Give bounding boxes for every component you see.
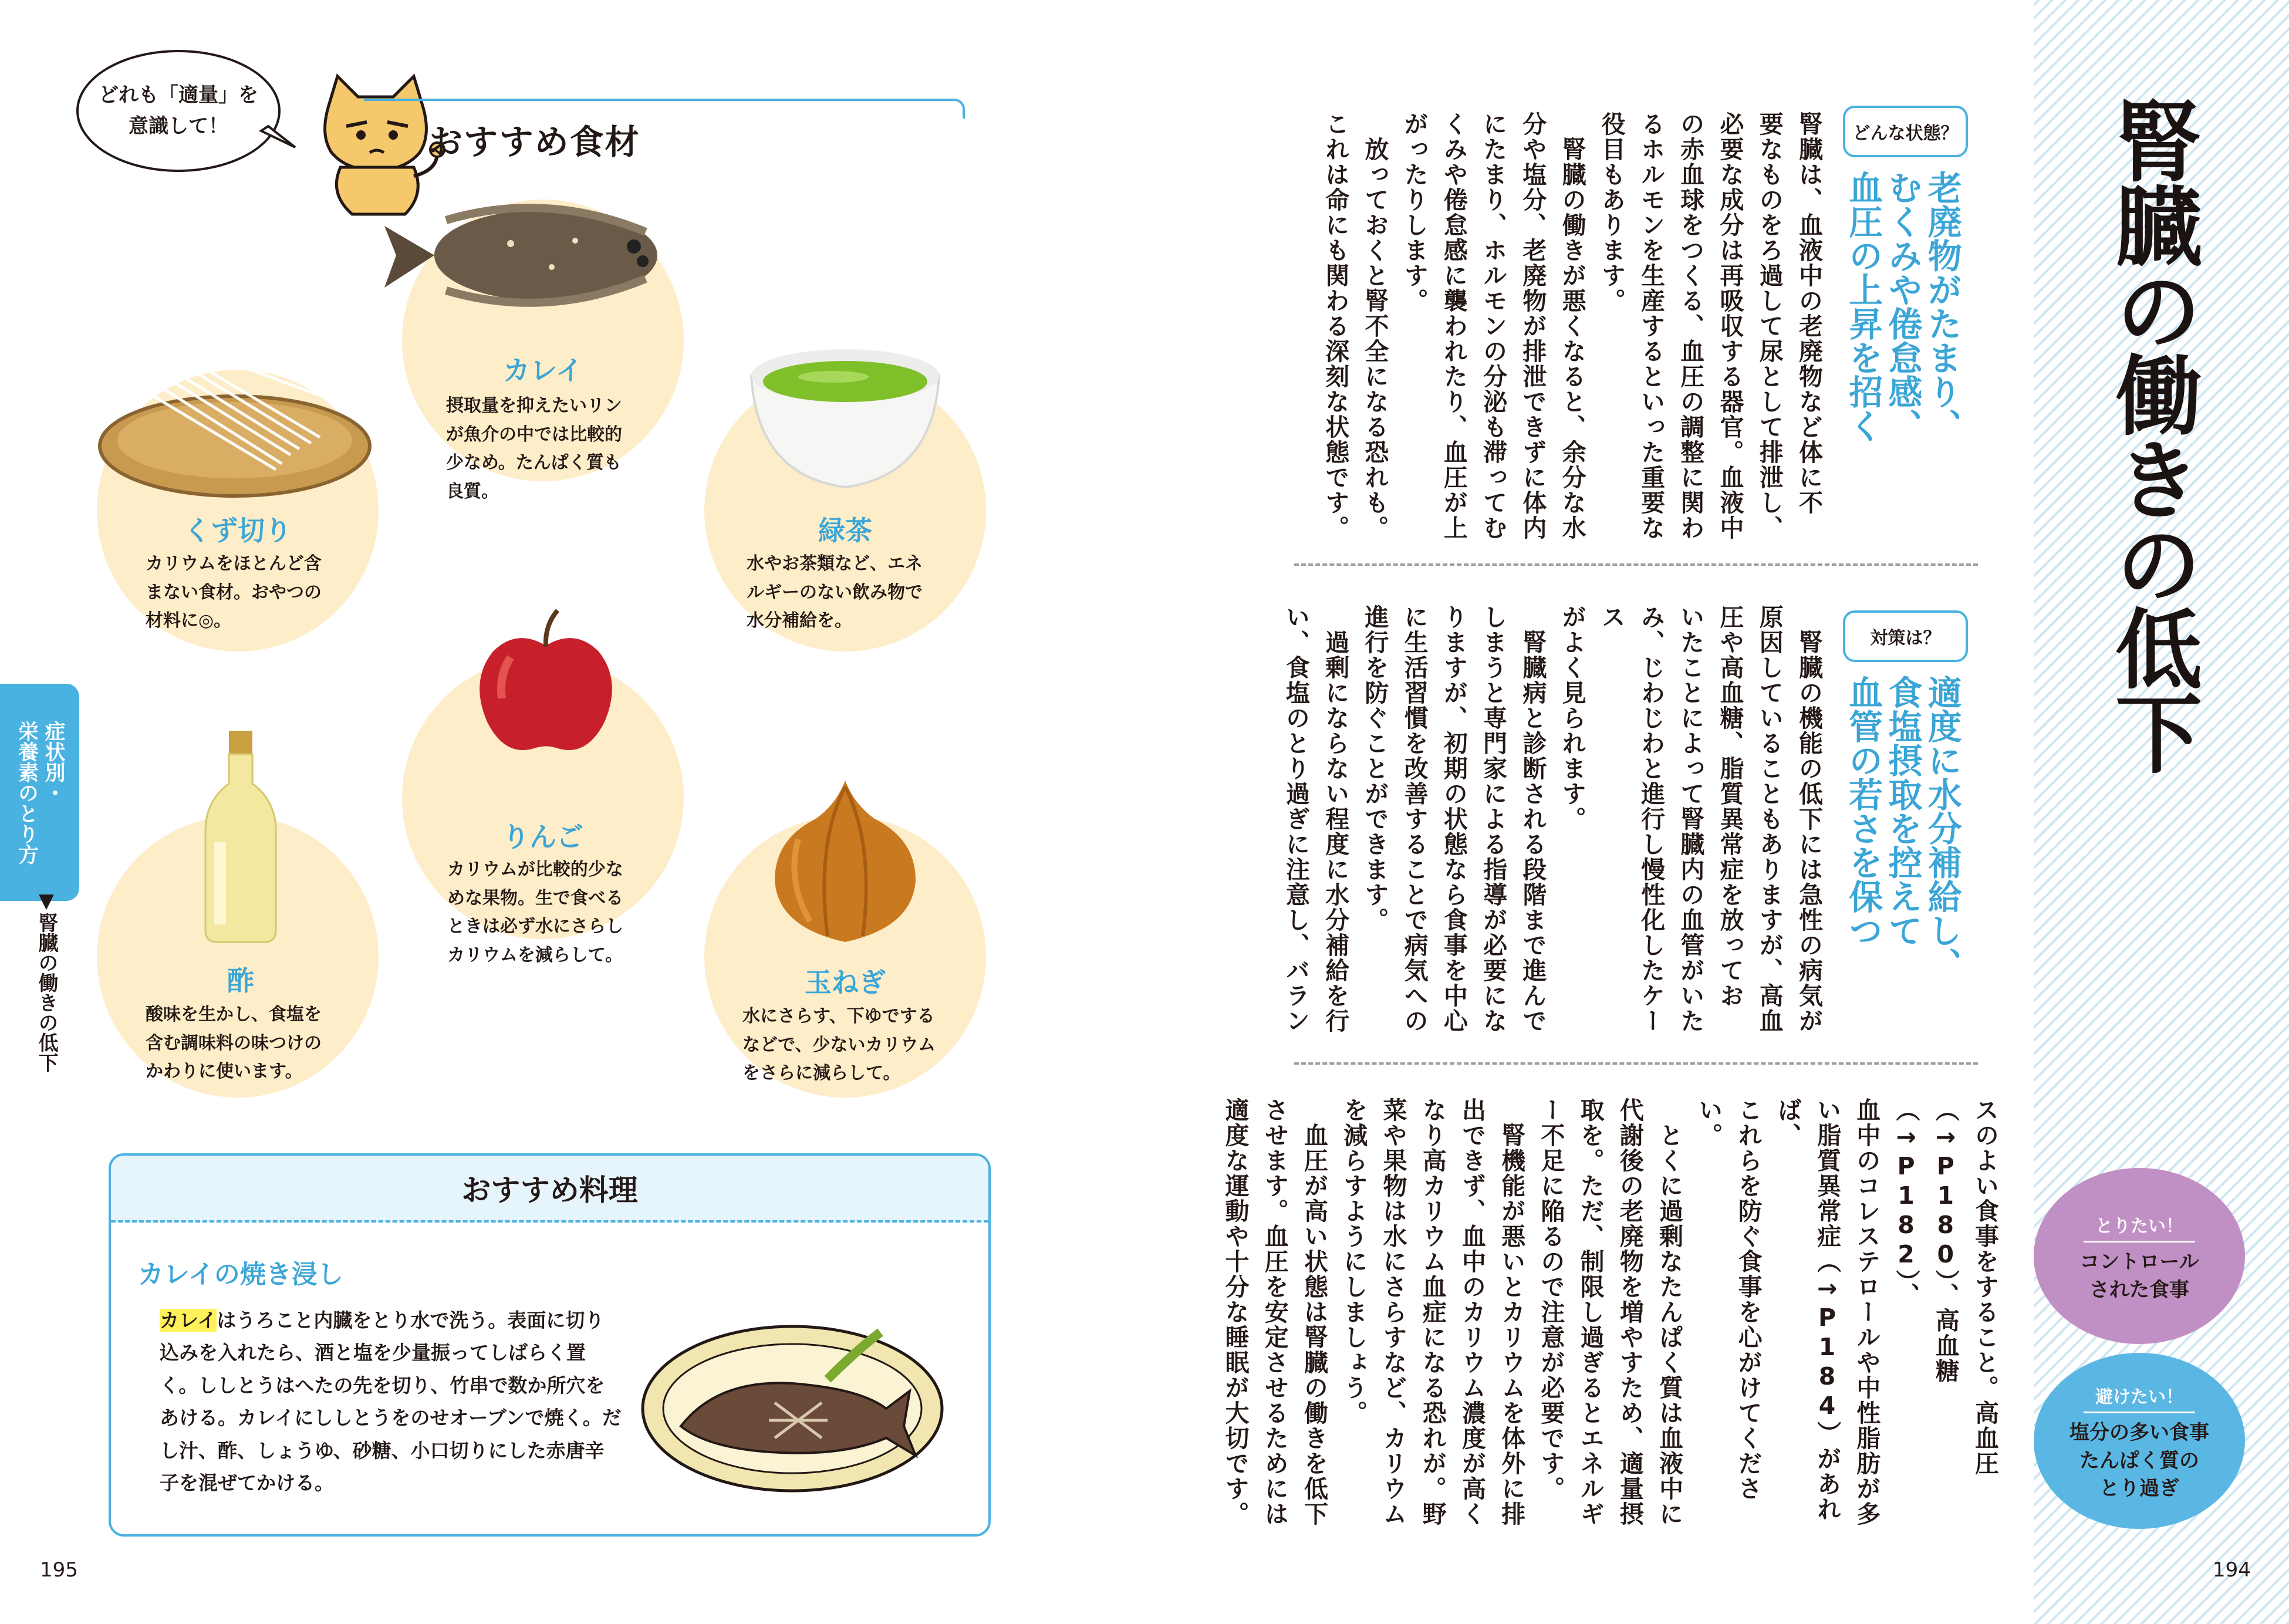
body-line: これらを防ぐ食事を心がけてください。	[1694, 1098, 1763, 1501]
body-line: 原因していることもありますが、高血	[1755, 605, 1784, 1034]
state-lead	[1843, 170, 1961, 516]
body-line: の赤血球をつくる、血圧の調整に関わ	[1676, 112, 1705, 541]
vinegar-bottle-icon	[202, 731, 279, 942]
badge-want	[2034, 1168, 2245, 1344]
food-name-ringo: りんご	[502, 821, 583, 853]
question-bubble-state	[1843, 106, 1968, 157]
body-line: 血中のコレステロールや中性脂肪が多	[1852, 1098, 1881, 1527]
desc-line: ときは必ず水にさらし	[447, 916, 623, 937]
food-desc-kuzukiri	[146, 550, 380, 636]
food-desc-karei	[446, 392, 669, 506]
lead-line: 食塩摂取を控えて	[1882, 675, 1923, 947]
body-line: がよく見られます。	[1558, 605, 1586, 832]
body-line: がったりします。	[1400, 112, 1429, 313]
body-line: 腎臓の働きが悪くなると、余分な水	[1558, 112, 1586, 541]
desc-line: 水分補給を。	[747, 610, 852, 632]
body-line: み、じわじわと進行し慢性化したケース	[1597, 605, 1666, 1034]
desc-line: ルギーのない飲み物で	[747, 582, 923, 603]
badge-avoid	[2034, 1353, 2245, 1529]
desc-line: 摂取量を抑えたいリン	[446, 396, 622, 416]
body-line: に生活習慣を改善することで病気への	[1400, 605, 1429, 1034]
badge-want-text: コントロール された食事	[2079, 1250, 2199, 1302]
desc-line: をさらに減らして。	[742, 1063, 901, 1084]
body-line: 適度な運動や十分な睡眠が大切です。	[1221, 1098, 1250, 1527]
desc-line: カリウムを減らして。	[447, 944, 623, 965]
dish-recipe-body: はうろこと内臓をとり水で洗う。表面に切り込みを入れたら、酒と塩を少量振ってしばらく置く。ししとうはへたの先を切り、竹串で数か所穴をあける。カレイにししとうをのせオーブンで焼く。だし汁、酢、しょうゆ、砂糖、小口切りにした赤唐辛子を混ぜてかける。	[160, 1309, 622, 1495]
desc-line: かわりに使います。	[146, 1061, 303, 1082]
question-bubble-countermeasure-label: 対策は？	[1870, 628, 1941, 649]
body-line: 菜や果物は水にさらすなど、カリウム	[1379, 1098, 1407, 1527]
state-body	[1282, 112, 1828, 558]
recommended-dish-title: おすすめ料理	[461, 1173, 638, 1207]
body-line: 血圧が高い状態は腎臓の働きを低下	[1300, 1098, 1329, 1527]
body-line: （→P180）、高血糖（→P182）、	[1892, 1098, 1960, 1384]
body-line: 分や塩分、老廃物が排泄できずに体内	[1518, 112, 1547, 541]
page-title: 腎臓の働きの低下	[2101, 97, 2202, 773]
desc-line: 酸味を生かし、食塩を	[146, 1004, 322, 1025]
countermeasure-body-top	[1282, 605, 1828, 1051]
body-line: 腎機能が悪いとカリウムを体外に排	[1497, 1098, 1526, 1527]
desc-line: まない食材。おやつの	[146, 582, 322, 603]
food-name-kuzukiri: くず切り	[184, 515, 292, 546]
recommended-foods-title: おすすめ食材	[428, 122, 640, 162]
body-line: スのよい食事をすること。高血圧	[1971, 1098, 1999, 1476]
question-bubble-countermeasure	[1843, 610, 1968, 662]
countermeasure-body-bottom	[1221, 1098, 2004, 1544]
right-margin-gap	[2016, 0, 2034, 1624]
badge-avoid-label: 避けたい！	[2084, 1379, 2195, 1413]
body-line: にたまり、ホルモンの分泌も滞ってむ	[1479, 112, 1508, 541]
body-line: なり高カリウム血症になる恐れが。野	[1418, 1098, 1447, 1527]
dish-name: カレイの焼き浸し	[138, 1260, 343, 1289]
food-name-tamanegi: 玉ねぎ	[805, 967, 886, 998]
body-line: 取を。ただ、制限し過ぎるとエネルギ	[1576, 1098, 1605, 1527]
chapter-side-tab	[0, 684, 79, 901]
body-line: いたことによって腎臓内の血管がいた	[1676, 605, 1705, 1034]
body-line: い脂質異常症（→P184）があれば、	[1773, 1098, 1842, 1522]
desc-line: カリウムが比較的少な	[447, 859, 623, 880]
desc-line: 少なめ。たんぱく質も	[446, 453, 622, 474]
recommended-dish-header	[111, 1156, 988, 1223]
lead-line: 適度に水分補給し、	[1922, 675, 1962, 981]
desc-line: 水にさらす、下ゆでする	[742, 1006, 935, 1027]
desc-line: 材料に◎。	[146, 610, 232, 632]
body-line: い、食塩のとり過ぎに注意し、バラン	[1281, 605, 1310, 1034]
food-name-su: 酢	[227, 965, 254, 997]
onion-icon	[763, 769, 927, 945]
dashed-divider	[1294, 1062, 1978, 1065]
body-line: 過剰にならない程度に水分補給を行	[1321, 605, 1350, 1034]
question-bubble-state-label: どんな状態？	[1852, 123, 1959, 144]
badge-avoid-text: 塩分の多い食事 たんぱく質の とり過ぎ	[2069, 1421, 2209, 1501]
body-line: 圧や高血糖、脂質異常症を放ってお	[1716, 605, 1744, 1008]
body-line: 腎臓の機能の低下には急性の病気が	[1795, 605, 1823, 1034]
green-tea-cup-icon	[745, 340, 945, 499]
desc-line: などで、少ないカリウム	[742, 1034, 936, 1055]
desc-line: カリウムをほとんど含	[146, 553, 322, 574]
food-name-ryokucha: 緑茶	[818, 515, 872, 546]
body-line: 進行を防ぐことができます。	[1360, 605, 1389, 933]
chapter-side-tab-label: 症状別・ 栄養素のとり方	[15, 720, 65, 865]
grilled-flounder-dish-icon	[634, 1309, 951, 1497]
food-desc-tamanegi	[742, 1002, 989, 1088]
food-desc-ryokucha	[747, 550, 981, 636]
body-line: しまうと専門家による指導が必要にな	[1479, 605, 1508, 1034]
body-line: ー不足に陥るので注意が必要です。	[1537, 1098, 1565, 1501]
body-line: るホルモンを生産するといった重要な	[1637, 112, 1666, 541]
badge-want-label: とりたい！	[2084, 1208, 2195, 1243]
body-line: 代謝後の老廃物を増やすため、適量摂	[1615, 1098, 1644, 1527]
body-line: 必要な成分は再吸収する器官。血液中	[1716, 112, 1744, 541]
food-desc-su	[146, 1001, 380, 1086]
lead-line: むくみや倦怠感、	[1882, 170, 1923, 443]
body-line: とくに過剰なたんぱく質は血液中に	[1655, 1098, 1684, 1527]
countermeasure-lead	[1843, 675, 1961, 1021]
lead-line: 血管の若さを保つ	[1843, 675, 1883, 947]
page-number-left: 195	[40, 1558, 78, 1582]
page-number-right: 194	[2213, 1558, 2251, 1582]
dish-recipe-text	[160, 1304, 623, 1500]
dish-highlight: カレイ	[160, 1309, 217, 1332]
food-desc-ringo	[447, 856, 682, 970]
lead-line: 老廃物がたまり、	[1922, 170, 1962, 443]
flounder-fish-icon	[376, 197, 704, 314]
body-line: くみや倦怠感に襲われたり、血圧が上	[1439, 112, 1468, 541]
chapter-subsection-label: ▼腎臓の働きの低下	[35, 889, 58, 1072]
speech-tail-icon	[261, 126, 296, 150]
desc-line: 含む調味料の味つけの	[146, 1032, 322, 1054]
body-line: これは命にも関わる深刻な状態です。	[1321, 112, 1350, 541]
desc-line: が魚介の中では比較的	[446, 424, 622, 445]
body-line: 要なものをろ過して尿として排泄し、	[1755, 112, 1784, 541]
body-line: 役目もあります。	[1597, 112, 1626, 313]
desc-line: めな果物。生で食べる	[447, 887, 623, 909]
body-line: 腎臓病と診断される段階まで進んで	[1518, 605, 1547, 1034]
lead-line: 血圧の上昇を招く	[1843, 170, 1883, 443]
apple-icon	[470, 610, 622, 763]
speech-bubble-text: どれも「適量」を 意識して！	[99, 83, 258, 138]
desc-line: 水やお茶類など、エネ	[747, 553, 923, 574]
body-line: りますが、初期の状態なら食事を中心	[1439, 605, 1468, 1034]
desc-line: 良質。	[446, 481, 499, 502]
body-line: 出できず、血中のカリウム濃度が高く	[1457, 1098, 1486, 1527]
body-line: させます。血圧を安定させるためには	[1260, 1098, 1289, 1527]
dashed-divider	[1294, 563, 1978, 566]
body-line: を減らすようにしましょう。	[1339, 1098, 1368, 1426]
body-line: 放っておくと腎不全になる恐れも。	[1360, 112, 1389, 541]
body-line: 腎臓は、血液中の老廃物など体に不	[1795, 112, 1823, 515]
speech-bubble	[76, 50, 281, 172]
food-name-karei: カレイ	[503, 354, 583, 386]
kuzukiri-noodles-icon	[88, 317, 382, 499]
